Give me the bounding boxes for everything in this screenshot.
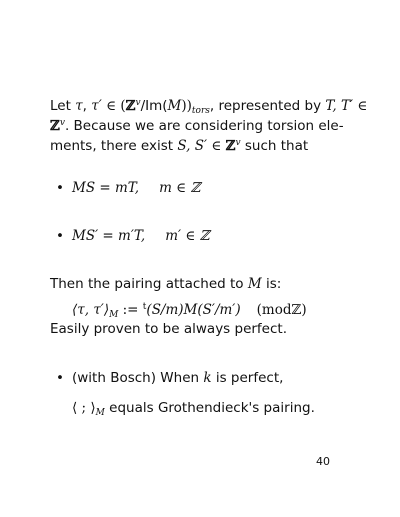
math-Z: ℤ [125,98,136,114]
math-Z: ℤ [50,118,60,134]
math-k: k [203,370,212,386]
text: equals Grothendieck's pairing. [104,400,315,416]
text: such that [240,138,309,154]
math-m-in-Z: m ∈ ℤ [159,180,201,196]
math-tau: τ [75,98,83,114]
bullet-dot: • [56,228,64,244]
easily-line: Easily proven to be always perfect. [50,321,287,337]
math-v: v [135,98,141,108]
math-close: )) [181,98,192,114]
math-M: M [247,276,262,292]
math-modZ: (modℤ) [256,302,307,318]
math-v: v [59,118,65,128]
text: Let [50,98,76,114]
text: is: [261,276,282,292]
math-mprime-in-Z: m′ ∈ ℤ [165,228,210,244]
math-bracket-tau: ⟨τ, τ′⟩ [72,302,110,318]
math-M-sub: M [95,408,105,418]
math-MS-eq-mT: MS = mT, [72,180,140,196]
page-number: 40 [316,455,330,468]
math-in: ∈ [353,98,368,114]
text: ments, there exist [50,138,178,154]
text-im: /Im( [140,98,168,114]
math-in: ∈ ( [101,98,126,114]
text: Then the pairing attached to [50,276,248,292]
math-T-Tprime: T, T′ [325,98,354,114]
bullet-dot: • [56,180,64,196]
math-M: M [167,98,182,114]
math-product: (S/m)M(S′/m′) [146,302,241,318]
math-MSprime-eq-mprimeT: MS′ = m′T, [72,228,146,244]
math-transpose: t [142,302,147,312]
bullet-item [72,226,210,246]
math-bracket-empty: ⟨ ; ⟩ [72,400,96,416]
math-in: ∈ [207,138,226,154]
math-S-Sprime: S, S′ [177,138,208,154]
text: is perfect, [211,370,284,386]
math-Z: ℤ [225,138,236,154]
text: (with Bosch) When [72,370,204,386]
bullet-item-grothendieck [72,398,315,423]
para1-line3 [50,133,308,156]
math-M-sub: M [109,310,119,320]
bullet-item-bosch [72,368,283,388]
math-v: v [235,138,241,148]
pairing-intro [50,274,281,294]
math-tau-prime: τ′ [91,98,102,114]
bullet-dot: • [56,370,64,386]
text: , [82,98,92,114]
math-def: := [118,302,143,318]
text: , represented by [209,98,326,114]
math-tors: tors [191,106,210,116]
bullet-item [72,178,200,198]
text: . Because we are considering torsion ele- [64,118,344,134]
